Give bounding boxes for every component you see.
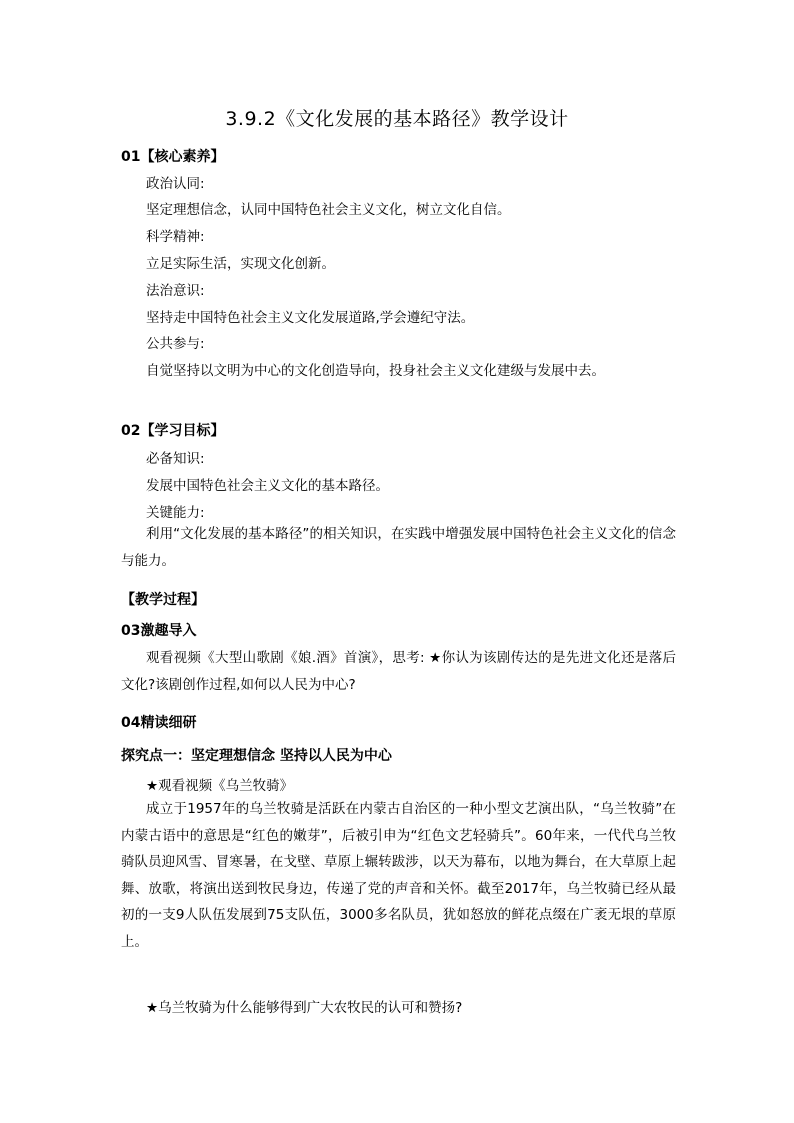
section-heading-intro: 03激趣导入 [121,623,197,639]
literacy-label-science: 科学精神: [146,229,205,245]
literacy-text-political: 坚定理想信念，认同中国特色社会主义文化，树立文化自信。 [146,202,511,218]
inquiry-heading: 探究点一：坚定理想信念 坚持以人民为中心 [121,748,392,764]
literacy-label-political: 政治认同: [146,176,205,192]
question-line: ★乌兰牧骑为什么能够得到广大农牧民的认可和赞扬? [146,1000,463,1016]
literacy-text-public: 自觉坚持以文明为中心的文化创造导向，投身社会主义文化建级与发展中去。 [146,363,605,379]
document-title: 3.9.2《文化发展的基本路径》教学设计 [225,108,569,130]
goal-label-knowledge: 必备知识: [146,451,205,467]
goal-text-ability: 利用“文化发展的基本路径”的相关知识，在实践中增强发展中国特色社会主义文化的信念与能力。 [121,526,676,569]
intro-paragraph: 观看视频《大型山歌剧《娘.酒》首演》，思考: ★你认为该剧传达的是先进文化还是落后文化?该剧创作过程,如何以人民为中心? [121,650,676,693]
section-heading-study: 04精读细研 [121,715,197,731]
story-paragraph: 成立于1957年的乌兰牧骑是活跃在内蒙古自治区的一种小型文艺演出队，“乌兰牧骑”在内蒙古语中的意思是“红色的嫩芽”，后被引申为“红色文艺轻骑兵”。60年来，一代代乌兰牧骑队员迎风雪、冒寒暑，在戈壁、草原上辗转跋涉，以天为幕布，以地为舞台，在大草原上起舞、放歌，将演出送到牧民身边，传递了党的声音和关怀。截至2017年，乌兰牧骑已经从最初的一支9人队伍发展到75支队伍，3000多名队员，犹如怒放的鲜花点缀在广袤无垠的草原上。 [121,801,676,950]
literacy-text-law: 坚持走中国特色社会主义文化发展道路,学会遵纪守法。 [146,310,475,326]
section-heading-teaching-process: 【教学过程】 [121,592,205,608]
literacy-label-public: 公共参与: [146,336,205,352]
goal-text-knowledge: 发展中国特色社会主义文化的基本路径。 [146,478,389,494]
goal-label-ability: 关键能力: [146,505,205,521]
literacy-text-science: 立足实际生活，实现文化创新。 [146,256,335,272]
section-heading-learning-goals: 02【学习目标】 [121,423,225,439]
video-line: ★观看视频《乌兰牧骑》 [146,778,294,794]
literacy-label-law: 法治意识: [146,283,205,299]
section-heading-core-literacy: 01【核心素养】 [121,149,225,165]
